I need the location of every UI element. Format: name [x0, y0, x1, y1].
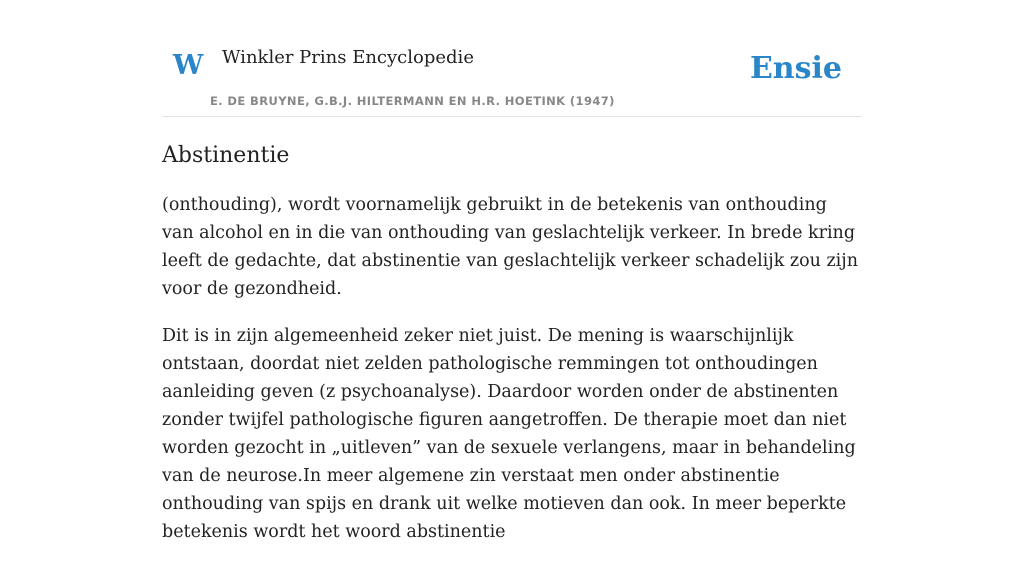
source-logo-icon[interactable]: W — [173, 50, 204, 81]
article-title: Abstinentie — [162, 143, 290, 168]
page — [162, 0, 862, 565]
article-paragraph: Dit is in zijn algemeenheid zeker niet juist. De mening is waarschijnlijk ontstaan, doordat niet zelden pathologische remmingen tot onthoudingen aanleiding geven (z psychoanalyse). Daardoor worden onder de abstinenten zonder twijfel pathologische figuren aangetroffen. De therapie moet dan niet worden gezocht in „uitleven” van de sexuele verlangens, maar in behandeling van de neurose.In meer algemene zin verstaat men onder abstinentie onthouding van spijs en drank uit welke motieven dan ook. In meer beperkte betekenis wordt het woord abstinentie — [162, 326, 856, 542]
source-authors: E. DE BRUYNE, G.B.J. HILTERMANN EN H.R. HOETINK (1947) — [210, 94, 615, 108]
article-body — [162, 191, 862, 546]
ensie-logo[interactable]: Ensie — [749, 51, 842, 86]
article-paragraph: (onthouding), wordt voornamelijk gebruikt in de betekenis van onthouding van alcohol en in die van onthouding van geslachtelijk verkeer. In brede kring leeft de gedachte, dat abstinentie van geslachtelijk verkeer schadelijk zou zijn voor de gezondheid. — [162, 195, 858, 299]
source-header — [162, 0, 862, 117]
source-title-link[interactable]: Winkler Prins Encyclopedie — [222, 47, 474, 68]
